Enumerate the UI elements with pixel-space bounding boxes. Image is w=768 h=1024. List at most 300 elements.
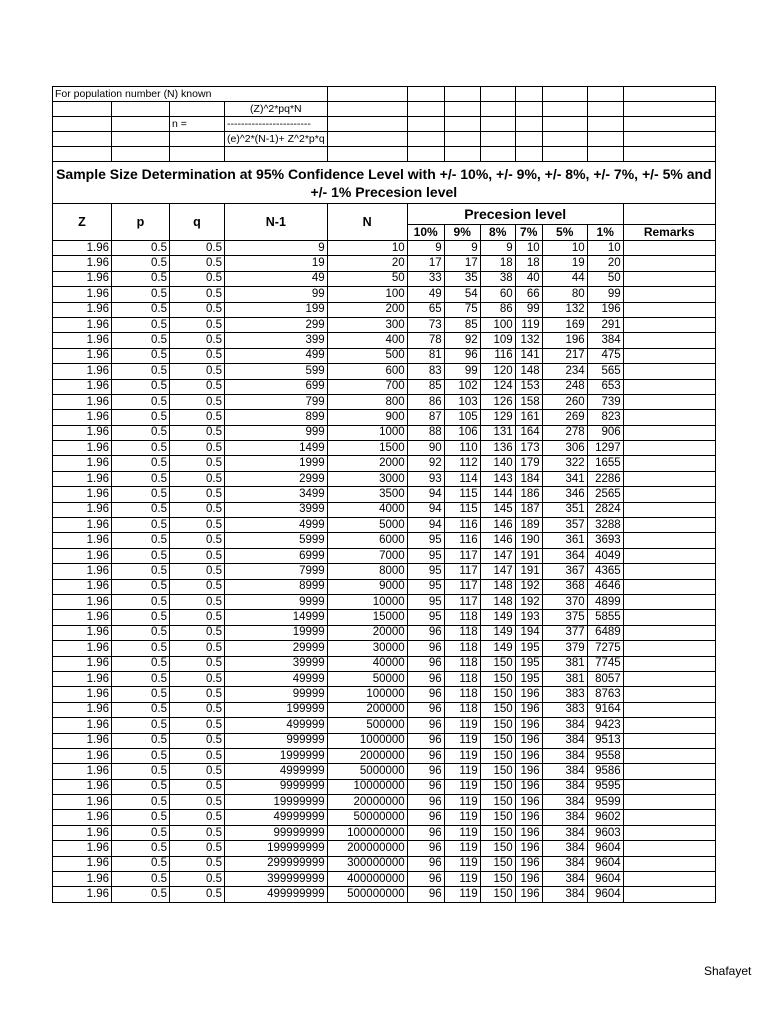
table-cell: 100000000 [327, 825, 407, 840]
remarks-cell [623, 825, 715, 840]
table-cell: 150 [480, 887, 515, 902]
table-cell: 6489 [587, 625, 623, 640]
table-cell: 179 [515, 456, 542, 471]
table-cell: 1.96 [53, 656, 112, 671]
table-cell: 0.5 [170, 487, 225, 502]
table-cell: 150 [480, 702, 515, 717]
remarks-cell [623, 271, 715, 286]
table-row [53, 502, 716, 517]
table-cell: 1.96 [53, 410, 112, 425]
table-cell: 200000 [327, 702, 407, 717]
table-cell: 40000 [327, 656, 407, 671]
table-cell: 1.96 [53, 456, 112, 471]
table-cell: 106 [444, 425, 480, 440]
table-cell: 196 [515, 764, 542, 779]
empty-cell [327, 147, 407, 162]
table-cell: 4049 [587, 548, 623, 563]
table-cell: 0.5 [170, 410, 225, 425]
empty-cell [327, 132, 407, 147]
table-cell: 0.5 [112, 502, 170, 517]
table-cell: 9586 [587, 764, 623, 779]
table-cell: 234 [542, 364, 587, 379]
header-level-1: 1% [587, 225, 623, 241]
remarks-cell [623, 856, 715, 871]
table-cell: 0.5 [170, 271, 225, 286]
remarks-cell [623, 718, 715, 733]
empty-cell [542, 87, 587, 102]
table-cell: 1.96 [53, 579, 112, 594]
table-cell: 149 [480, 641, 515, 656]
table-row [53, 887, 716, 902]
header-level-5: 5% [542, 225, 587, 241]
table-cell: 3500 [327, 487, 407, 502]
empty-cell [623, 102, 715, 117]
table-cell: 196 [515, 687, 542, 702]
table-cell: 999 [225, 425, 328, 440]
table-cell: 384 [542, 872, 587, 887]
table-cell: 0.5 [112, 733, 170, 748]
table-cell: 1.96 [53, 256, 112, 271]
table-cell: 399 [225, 333, 328, 348]
table-cell: 1.96 [53, 348, 112, 363]
table-cell: 3999 [225, 502, 328, 517]
table-cell: 19 [542, 256, 587, 271]
table-cell: 0.5 [112, 256, 170, 271]
table-cell: 96 [407, 641, 444, 656]
table-cell: 0.5 [112, 287, 170, 302]
table-cell: 0.5 [170, 872, 225, 887]
table-cell: 381 [542, 656, 587, 671]
table-cell: 1.96 [53, 825, 112, 840]
table-cell: 146 [480, 518, 515, 533]
empty-cell [515, 147, 542, 162]
table-cell: 196 [587, 302, 623, 317]
table-cell: 169 [542, 317, 587, 332]
table-cell: 9595 [587, 779, 623, 794]
table-cell: 368 [542, 579, 587, 594]
table-cell: 196 [515, 733, 542, 748]
table-cell: 150 [480, 718, 515, 733]
empty-cell [587, 87, 623, 102]
table-cell: 18 [480, 256, 515, 271]
table-cell: 196 [515, 748, 542, 763]
table-cell: 118 [444, 687, 480, 702]
remarks-cell [623, 625, 715, 640]
table-cell: 49999999 [225, 810, 328, 825]
table-cell: 196 [515, 810, 542, 825]
table-cell: 99999 [225, 687, 328, 702]
table-cell: 0.5 [170, 748, 225, 763]
remarks-cell [623, 594, 715, 609]
table-cell: 9164 [587, 702, 623, 717]
empty-cell [170, 102, 225, 117]
table-cell: 0.5 [112, 702, 170, 717]
empty-cell [225, 147, 328, 162]
table-cell: 1.96 [53, 471, 112, 486]
table-row [53, 733, 716, 748]
remarks-cell [623, 394, 715, 409]
table-cell: 150 [480, 856, 515, 871]
empty-cell [515, 117, 542, 132]
table-row [53, 764, 716, 779]
table-cell: 87 [407, 410, 444, 425]
table-row [53, 441, 716, 456]
remarks-cell [623, 579, 715, 594]
empty-cell [407, 87, 444, 102]
table-cell: 195 [515, 671, 542, 686]
remarks-cell [623, 733, 715, 748]
table-cell: 384 [542, 718, 587, 733]
table-cell: 700 [327, 379, 407, 394]
table-cell: 1.96 [53, 271, 112, 286]
empty-cell [542, 147, 587, 162]
table-cell: 88 [407, 425, 444, 440]
table-cell: 119 [444, 887, 480, 902]
table-cell: 184 [515, 471, 542, 486]
table-cell: 1.96 [53, 764, 112, 779]
remarks-cell [623, 533, 715, 548]
remarks-cell [623, 610, 715, 625]
table-cell: 10 [587, 241, 623, 256]
table-cell: 2999 [225, 471, 328, 486]
table-cell: 86 [480, 302, 515, 317]
table-cell: 1.96 [53, 718, 112, 733]
table-cell: 300000000 [327, 856, 407, 871]
table-cell: 0.5 [112, 333, 170, 348]
table-cell: 384 [542, 856, 587, 871]
table-cell: 0.5 [170, 702, 225, 717]
table-cell: 150 [480, 764, 515, 779]
table-row [53, 810, 716, 825]
table-cell: 0.5 [112, 779, 170, 794]
table-cell: 195 [515, 641, 542, 656]
remarks-cell [623, 841, 715, 856]
table-cell: 1999999 [225, 748, 328, 763]
table-cell: 0.5 [112, 271, 170, 286]
table-cell: 0.5 [170, 671, 225, 686]
table-cell: 0.5 [112, 764, 170, 779]
table-cell: 7000 [327, 548, 407, 563]
empty-cell [170, 147, 225, 162]
table-cell: 0.5 [112, 656, 170, 671]
table-cell: 96 [407, 856, 444, 871]
table-cell: 0.5 [170, 733, 225, 748]
table-cell: 499999 [225, 718, 328, 733]
table-cell: 94 [407, 502, 444, 517]
table-cell: 117 [444, 579, 480, 594]
table-cell: 95 [407, 594, 444, 609]
table-cell: 10000 [327, 594, 407, 609]
table-cell: 906 [587, 425, 623, 440]
table-cell: 10 [542, 241, 587, 256]
remarks-cell [623, 702, 715, 717]
table-cell: 150 [480, 671, 515, 686]
table-cell: 192 [515, 594, 542, 609]
table-cell: 164 [515, 425, 542, 440]
table-cell: 2824 [587, 502, 623, 517]
table-cell: 99 [225, 287, 328, 302]
table-cell: 0.5 [112, 425, 170, 440]
table-row [53, 872, 716, 887]
empty-cell [515, 102, 542, 117]
table-cell: 600 [327, 364, 407, 379]
table-cell: 0.5 [112, 887, 170, 902]
empty-cell [542, 132, 587, 147]
header-level-9: 9% [444, 225, 480, 241]
table-cell: 0.5 [112, 748, 170, 763]
table-cell: 0.5 [112, 487, 170, 502]
table-cell: 0.5 [170, 456, 225, 471]
table-cell: 119 [444, 825, 480, 840]
table-cell: 0.5 [112, 410, 170, 425]
remarks-cell [623, 379, 715, 394]
table-cell: 102 [444, 379, 480, 394]
table-cell: 0.5 [112, 364, 170, 379]
table-cell: 96 [407, 841, 444, 856]
table-cell: 95 [407, 610, 444, 625]
table-cell: 119 [444, 841, 480, 856]
table-cell: 269 [542, 410, 587, 425]
empty-cell [623, 132, 715, 147]
table-cell: 50 [587, 271, 623, 286]
table-row [53, 548, 716, 563]
table-cell: 20000 [327, 625, 407, 640]
table-cell: 118 [444, 671, 480, 686]
table-cell: 118 [444, 610, 480, 625]
table-cell: 0.5 [170, 610, 225, 625]
table-cell: 112 [444, 456, 480, 471]
table-cell: 299999999 [225, 856, 328, 871]
table-cell: 0.5 [170, 333, 225, 348]
table-cell: 94 [407, 518, 444, 533]
table-cell: 4999999 [225, 764, 328, 779]
empty-cell [480, 132, 515, 147]
table-cell: 100 [480, 317, 515, 332]
table-title: Sample Size Determination at 95% Confidence Level with +/- 10%, +/- 9%, +/- 8%, +/- 7%, +/- 5% and +/- 1% Precesion level [53, 162, 716, 204]
table-cell: 5999 [225, 533, 328, 548]
empty-cell [327, 102, 407, 117]
table-cell: 150 [480, 795, 515, 810]
table-cell: 119 [515, 317, 542, 332]
table-cell: 999999 [225, 733, 328, 748]
table-cell: 158 [515, 394, 542, 409]
table-cell: 196 [542, 333, 587, 348]
empty-cell [444, 102, 480, 117]
table-cell: 361 [542, 533, 587, 548]
empty-cell [587, 102, 623, 117]
table-cell: 147 [480, 564, 515, 579]
table-cell: 384 [542, 795, 587, 810]
empty-cell [53, 132, 112, 147]
empty-cell [327, 87, 407, 102]
table-cell: 9 [480, 241, 515, 256]
table-cell: 1.96 [53, 333, 112, 348]
remarks-cell [623, 502, 715, 517]
table-cell: 1.96 [53, 687, 112, 702]
table-cell: 0.5 [112, 317, 170, 332]
empty-cell [53, 102, 112, 117]
table-cell: 1.96 [53, 533, 112, 548]
table-cell: 8999 [225, 579, 328, 594]
table-cell: 99 [515, 302, 542, 317]
table-cell: 823 [587, 410, 623, 425]
table-cell: 1000 [327, 425, 407, 440]
table-cell: 119 [444, 872, 480, 887]
table-cell: 150 [480, 872, 515, 887]
header-precision-level: Precesion level [407, 204, 623, 225]
table-row [53, 718, 716, 733]
table-cell: 196 [515, 856, 542, 871]
table-cell: 0.5 [112, 241, 170, 256]
table-cell: 10 [515, 241, 542, 256]
remarks-cell [623, 564, 715, 579]
table-cell: 196 [515, 841, 542, 856]
empty-cell [112, 102, 170, 117]
table-cell: 0.5 [170, 887, 225, 902]
table-cell: 1499 [225, 441, 328, 456]
remarks-cell [623, 810, 715, 825]
table-cell: 118 [444, 641, 480, 656]
table-cell: 900 [327, 410, 407, 425]
table-cell: 5855 [587, 610, 623, 625]
table-cell: 118 [444, 702, 480, 717]
table-body [53, 87, 716, 903]
table-cell: 1.96 [53, 872, 112, 887]
table-cell: 187 [515, 502, 542, 517]
table-row [53, 333, 716, 348]
table-cell: 96 [407, 810, 444, 825]
table-cell: 110 [444, 441, 480, 456]
remarks-cell [623, 656, 715, 671]
table-cell: 0.5 [170, 287, 225, 302]
table-cell: 38 [480, 271, 515, 286]
title-row [53, 162, 716, 204]
table-cell: 2565 [587, 487, 623, 502]
formula-line: ------------------------ [225, 117, 328, 132]
table-cell: 4365 [587, 564, 623, 579]
table-cell: 2000000 [327, 748, 407, 763]
remarks-cell [623, 795, 715, 810]
table-cell: 83 [407, 364, 444, 379]
empty-cell [53, 117, 112, 132]
table-row [53, 610, 716, 625]
table-cell: 0.5 [112, 825, 170, 840]
table-cell: 119 [444, 733, 480, 748]
table-cell: 0.5 [170, 502, 225, 517]
table-cell: 199999 [225, 702, 328, 717]
table-cell: 384 [542, 748, 587, 763]
table-cell: 3499 [225, 487, 328, 502]
table-cell: 195 [515, 656, 542, 671]
table-cell: 1.96 [53, 810, 112, 825]
empty-cell [623, 147, 715, 162]
table-cell: 196 [515, 779, 542, 794]
table-cell: 357 [542, 518, 587, 533]
remarks-cell [623, 425, 715, 440]
remarks-cell [623, 548, 715, 563]
empty-cell [444, 87, 480, 102]
table-cell: 3000 [327, 471, 407, 486]
table-cell: 377 [542, 625, 587, 640]
table-row [53, 656, 716, 671]
empty-cell [480, 117, 515, 132]
table-cell: 0.5 [112, 625, 170, 640]
table-cell: 0.5 [112, 533, 170, 548]
table-cell: 115 [444, 487, 480, 502]
table-cell: 0.5 [170, 795, 225, 810]
table-cell: 131 [480, 425, 515, 440]
table-cell: 95 [407, 533, 444, 548]
table-cell: 150 [480, 810, 515, 825]
table-cell: 119 [444, 764, 480, 779]
table-cell: 499 [225, 348, 328, 363]
table-cell: 132 [515, 333, 542, 348]
table-cell: 148 [480, 594, 515, 609]
empty-cell [112, 117, 170, 132]
table-cell: 260 [542, 394, 587, 409]
table-cell: 384 [542, 810, 587, 825]
table-cell: 148 [515, 364, 542, 379]
table-cell: 1.96 [53, 379, 112, 394]
table-cell: 141 [515, 348, 542, 363]
table-cell: 599 [225, 364, 328, 379]
table-cell: 799 [225, 394, 328, 409]
table-cell: 653 [587, 379, 623, 394]
table-row [53, 594, 716, 609]
table-cell: 173 [515, 441, 542, 456]
table-row [53, 487, 716, 502]
empty-cell [587, 132, 623, 147]
remarks-cell [623, 518, 715, 533]
empty-cell [407, 102, 444, 117]
table-cell: 9604 [587, 841, 623, 856]
table-cell: 9 [407, 241, 444, 256]
table-row [53, 256, 716, 271]
table-cell: 1.96 [53, 610, 112, 625]
table-cell: 4646 [587, 579, 623, 594]
table-cell: 96 [407, 718, 444, 733]
empty-cell [515, 132, 542, 147]
table-cell: 200 [327, 302, 407, 317]
table-cell: 5000 [327, 518, 407, 533]
header-n: N [327, 204, 407, 241]
table-cell: 0.5 [112, 641, 170, 656]
table-cell: 17 [407, 256, 444, 271]
table-cell: 118 [444, 625, 480, 640]
remarks-cell [623, 441, 715, 456]
empty-cell [623, 204, 715, 225]
table-cell: 0.5 [170, 625, 225, 640]
table-cell: 85 [407, 379, 444, 394]
table-cell: 1.96 [53, 302, 112, 317]
table-cell: 0.5 [170, 579, 225, 594]
table-cell: 0.5 [112, 548, 170, 563]
table-cell: 196 [515, 795, 542, 810]
table-cell: 50 [327, 271, 407, 286]
table-cell: 190 [515, 533, 542, 548]
table-cell: 500 [327, 348, 407, 363]
table-cell: 9 [444, 241, 480, 256]
table-row [53, 394, 716, 409]
header-n-minus-1: N-1 [225, 204, 328, 241]
table-cell: 6000 [327, 533, 407, 548]
table-cell: 119 [444, 779, 480, 794]
empty-cell [623, 117, 715, 132]
table-cell: 1.96 [53, 502, 112, 517]
table-cell: 400000000 [327, 872, 407, 887]
table-cell: 35 [444, 271, 480, 286]
table-cell: 4999 [225, 518, 328, 533]
